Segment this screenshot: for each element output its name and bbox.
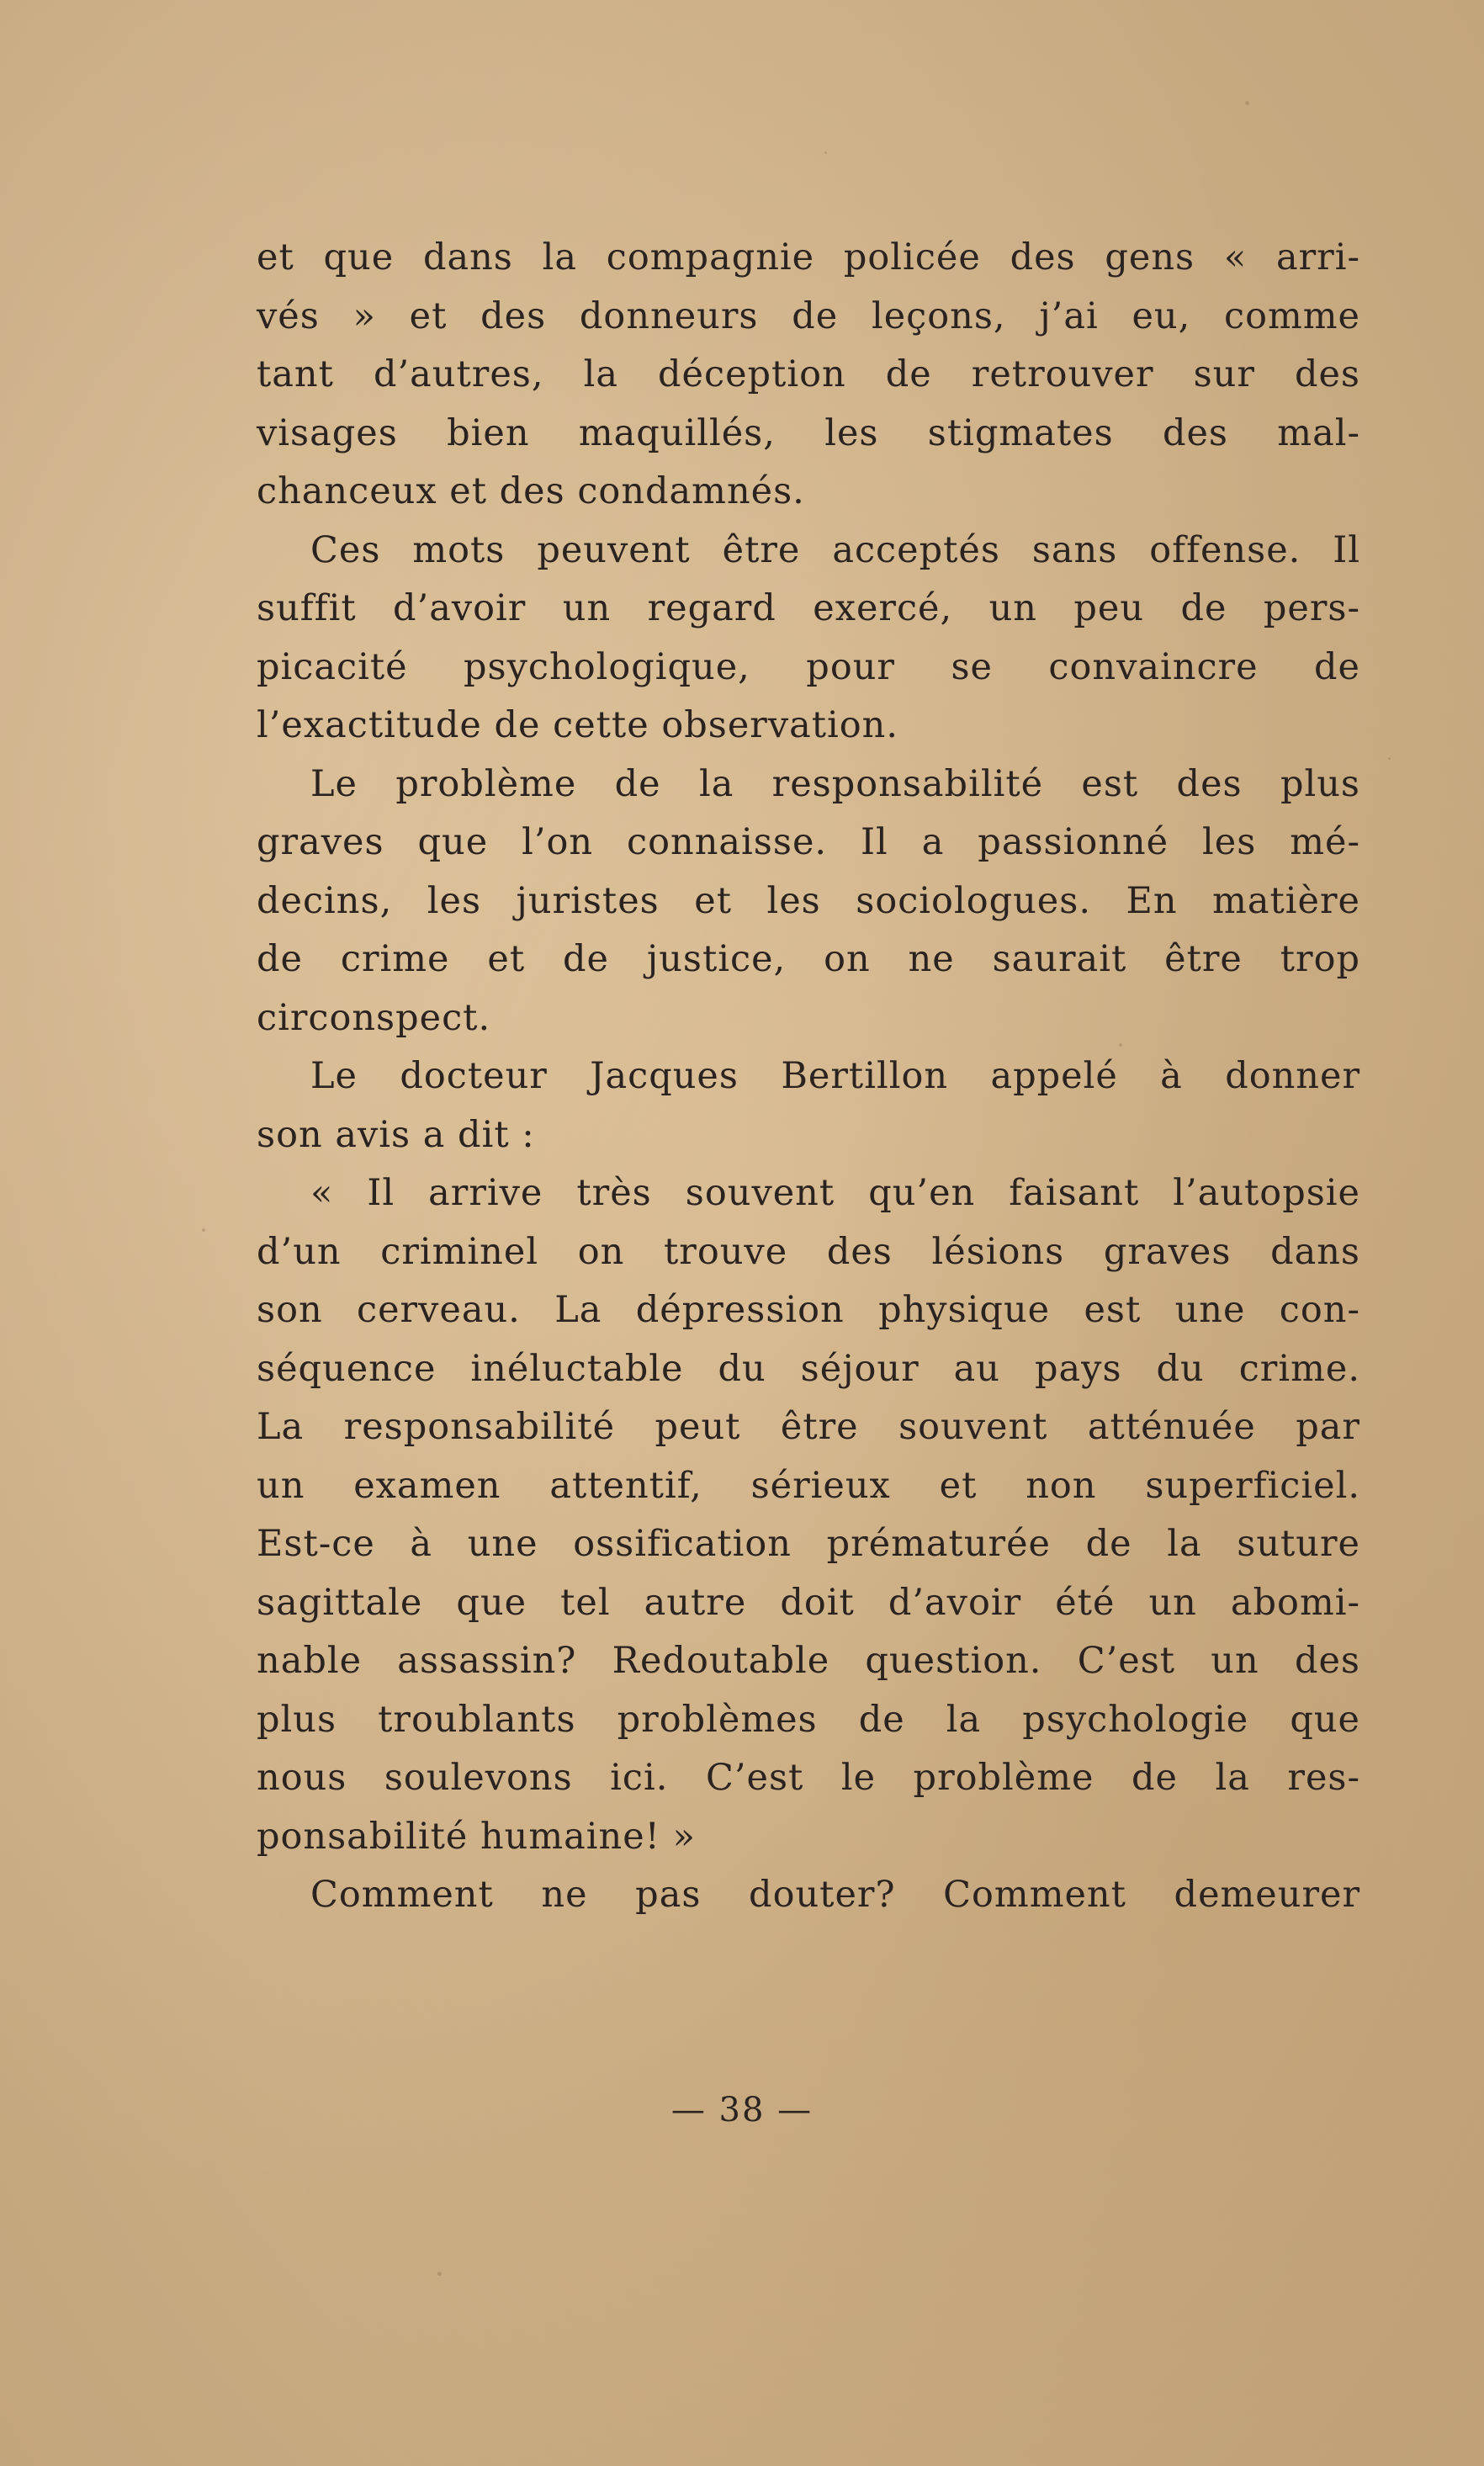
text-line: Est-ce à une ossification prématurée de la suture bbox=[257, 1523, 1360, 1565]
text-line: graves que l’on connaisse. Il a passionné les mé- bbox=[257, 821, 1360, 863]
text-line: son cerveau. La dépression physique est une con- bbox=[257, 1289, 1360, 1331]
text-line: tant d’autres, la déception de retrouver sur des bbox=[257, 353, 1360, 395]
text-line: nous soulevons ici. C’est le problème de la res- bbox=[257, 1757, 1360, 1799]
text-line: visages bien maquillés, les stigmates des mal- bbox=[257, 411, 1360, 454]
text-line: Le problème de la responsabilité est des plus bbox=[310, 762, 1360, 805]
text-line: sagittale que tel autre doit d’avoir été un abomi- bbox=[257, 1581, 1360, 1624]
text-line: d’un criminel on trouve des lésions graves dans bbox=[257, 1230, 1360, 1273]
text-line: suffit d’avoir un regard exercé, un peu de pers- bbox=[257, 587, 1360, 629]
text-line: picacité psychologique, pour se convaincre de bbox=[257, 645, 1360, 688]
text-line: decins, les juristes et les sociologues. En matière bbox=[257, 879, 1360, 922]
text-line: La responsabilité peut être souvent atténuée par bbox=[257, 1406, 1360, 1448]
text-line: Comment ne pas douter? Comment demeurer bbox=[310, 1874, 1360, 1916]
body-text bbox=[257, 229, 1360, 1925]
text-line: circonspect. bbox=[257, 996, 491, 1039]
text-line: « Il arrive très souvent qu’en faisant l’autopsie bbox=[310, 1172, 1360, 1214]
text-line: un examen attentif, sérieux et non superficiel. bbox=[257, 1464, 1360, 1507]
text-line: vés » et des donneurs de leçons, j’ai eu, comme bbox=[257, 294, 1360, 337]
page-number: — 38 — bbox=[670, 2091, 814, 2129]
text-line: chanceux et des condamnés. bbox=[257, 470, 805, 512]
text-line: de crime et de justice, on ne saurait être trop bbox=[257, 938, 1360, 980]
text-line: l’exactitude de cette observation. bbox=[257, 704, 899, 746]
text-line: son avis a dit : bbox=[257, 1113, 535, 1156]
text-line: plus troublants problèmes de la psychologie que bbox=[257, 1698, 1360, 1741]
text-line: séquence inéluctable du séjour au pays du crime. bbox=[257, 1347, 1360, 1390]
text-line: ponsabilité humaine! » bbox=[257, 1815, 696, 1858]
text-line: et que dans la compagnie policée des gens « arri- bbox=[257, 236, 1360, 278]
text-line: Ces mots peuvent être acceptés sans offense. Il bbox=[310, 528, 1360, 571]
text-line: Le docteur Jacques Bertillon appelé à donner bbox=[310, 1055, 1360, 1097]
text-line: nable assassin? Redoutable question. C’est un des bbox=[257, 1640, 1360, 1682]
